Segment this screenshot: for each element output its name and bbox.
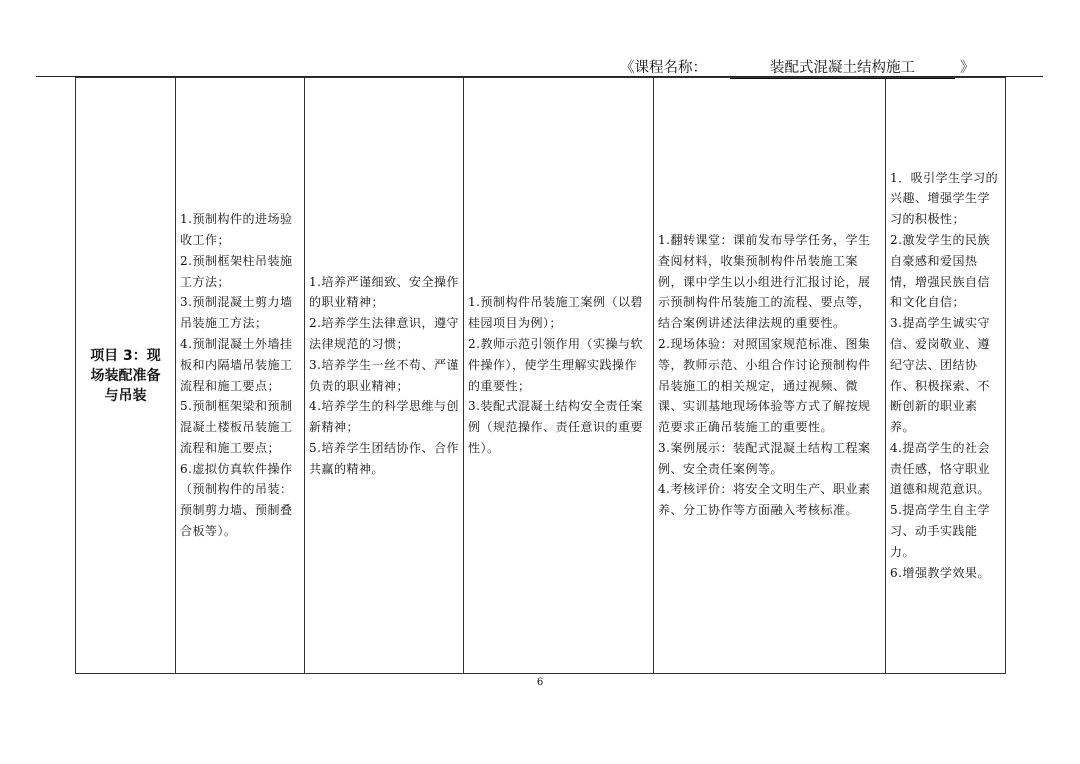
list-item: 1.预制构件的进场验收工作； <box>180 212 293 247</box>
list-item: 2.教师示范引领作用（实操与软件操作），使学生理解实践操作的重要性； <box>468 336 643 393</box>
list-item: 5.提高学生自主学习、动手实践能力。 <box>890 503 990 559</box>
list-item: 1．吸引学生学习的兴趣、增强学生学习的积极性； <box>890 170 999 227</box>
list-item: 2.预制框架柱吊装施工方法； <box>180 253 293 289</box>
list-item: 1.培养严谨细致、安全操作的职业精神； <box>309 274 459 310</box>
list-item: 6.增强教学效果。 <box>890 565 990 580</box>
course-header <box>620 56 1040 78</box>
list-item: 3.装配式混凝土结构安全责任案例（规范操作、责任意识的重要性）。 <box>468 399 644 455</box>
course-name-value: 装配式混凝土结构施工 <box>730 56 955 79</box>
list-item: 4.预制混凝土外墙挂板和内隔墙吊装施工流程和施工要点； <box>180 336 293 393</box>
teaching-methods-cell <box>654 78 886 674</box>
list-item: 4.考核评价：将安全文明生产、职业素养、分工协作等方面融入考核标准。 <box>658 482 871 518</box>
list-item: 3.培养学生一丝不苟、严谨负责的职业精神； <box>309 357 459 393</box>
list-item: 2.激发学生的民族自豪感和爱国热情，增强民族自信和文化自信； <box>890 232 991 310</box>
list-item: 1.翻转课堂：课前发布导学任务，学生查阅材料，收集预制构件吊装施工案例，课中学生以小组进行汇报讨论，展示预制构件吊装施工的流程、要点等，结合案例讲述法律法规的重要性。 <box>658 232 871 331</box>
list-item: 1.预制构件吊装施工案例（以碧桂园项目为例）； <box>468 295 643 331</box>
list-item: 3.预制混凝土剪力墙吊装施工方法； <box>180 295 293 331</box>
teaching-content-cell <box>176 78 305 674</box>
teaching-goals-cell <box>886 78 1006 674</box>
list-item: 3.提高学生诚实守信、爱岗敬业、遵纪守法、团结协作、积极探索、不断创新的职业素养。 <box>890 316 991 435</box>
quality-goals-cell <box>305 78 464 674</box>
project-title-cell <box>76 78 176 674</box>
project-title: 项目 3：现场装配准备与吊装 <box>90 347 161 404</box>
list-item: 4.提高学生的社会责任感，恪守职业道德和规范意识。 <box>890 440 991 497</box>
list-item: 4.培养学生的科学思维与创新精神； <box>309 399 459 435</box>
list-item: 5.预制框架梁和预制混凝土楼板吊装施工流程和施工要点； <box>180 399 293 455</box>
curriculum-table <box>75 77 1006 674</box>
course-name-closing: 》 <box>960 60 975 76</box>
list-item: 6.虚拟仿真软件操作（预制构件的吊装：预制剪力墙、预制叠合板等）。 <box>180 461 293 539</box>
list-item: 2.现场体验：对照国家规范标准、图集等，教师示范、小组合作讨论预制构件吊装施工的相关规定，通过视频、微课、实训基地现场体验等方式了解按规范要求正确吊装施工的重要性。 <box>658 336 871 435</box>
cases-cell <box>464 78 654 674</box>
list-item: 3.案例展示：装配式混凝土结构工程案例、安全责任案例等。 <box>658 440 871 476</box>
list-item: 2.培养学生法律意识，遵守法律规范的习惯； <box>309 316 459 351</box>
course-name-label: 《课程名称： <box>620 60 707 76</box>
list-item: 5.培养学生团结协作、合作共赢的精神。 <box>309 440 459 476</box>
page-number: 6 <box>536 677 544 688</box>
table-row <box>76 78 1006 674</box>
